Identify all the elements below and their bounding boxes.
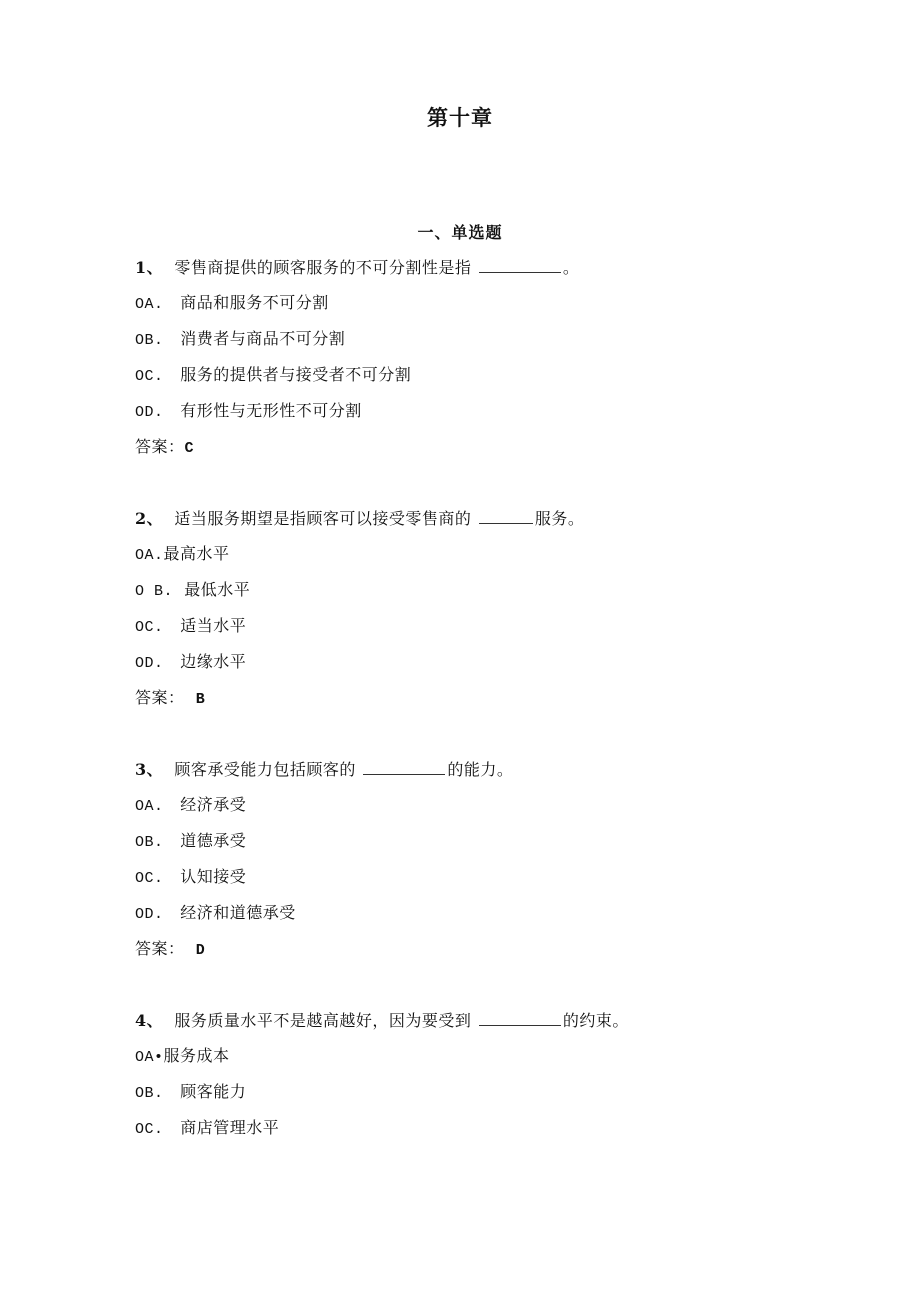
option-text: 经济承受 (180, 795, 247, 814)
question-text-tail: 的约束。 (562, 1011, 629, 1030)
question-1-option-a (135, 292, 329, 316)
answer-blank (479, 1011, 561, 1026)
answer-label: 答案： (135, 688, 185, 707)
question-4-option-a (135, 1045, 230, 1069)
question-number: 1、 (135, 258, 164, 277)
option-text: 商店管理水平 (180, 1118, 280, 1137)
answer-label: 答案： (135, 437, 185, 456)
question-2-option-b (135, 579, 250, 603)
question-3-answer (135, 938, 205, 962)
option-key: OB. (135, 1085, 164, 1102)
question-1-stem (135, 257, 579, 279)
option-text: 道德承受 (180, 831, 247, 850)
option-key: OD. (135, 404, 164, 421)
answer-label: 答案： (135, 939, 185, 958)
option-key: OC. (135, 870, 164, 887)
question-3-stem (135, 759, 513, 781)
question-3-option-b (135, 830, 246, 854)
option-text: 认知接受 (180, 867, 247, 886)
question-1-answer (135, 436, 194, 460)
option-key: OD. (135, 655, 164, 672)
question-1-option-c (135, 364, 411, 388)
question-4-option-c (135, 1117, 279, 1141)
option-key: OA. (135, 547, 164, 564)
answer-blank (479, 509, 533, 524)
answer-blank (479, 258, 561, 273)
option-key: OC. (135, 1121, 164, 1138)
question-3-option-c (135, 866, 246, 890)
option-text: 顾客能力 (180, 1082, 247, 1101)
question-text: 零售商提供的顾客服务的不可分割性是指 (174, 258, 472, 277)
option-key: OC. (135, 619, 164, 636)
question-1-option-b (135, 328, 345, 352)
question-text: 服务质量水平不是越高越好，因为要受到 (174, 1011, 472, 1030)
option-text: 商品和服务不可分割 (180, 293, 329, 312)
question-number: 4、 (135, 1011, 164, 1030)
option-text: 服务的提供者与接受者不可分割 (180, 365, 412, 384)
option-key: OD. (135, 906, 164, 923)
option-text: 经济和道德承受 (180, 903, 296, 922)
option-key: O B. (135, 583, 174, 600)
question-1-option-d (135, 400, 362, 424)
option-text: 适当水平 (180, 616, 247, 635)
option-text: 消费者与商品不可分割 (180, 329, 346, 348)
question-text: 适当服务期望是指顾客可以接受零售商的 (174, 509, 472, 528)
question-2-answer (135, 687, 205, 711)
question-2-option-c (135, 615, 246, 639)
answer-value: C (184, 440, 195, 457)
option-text: 最高水平 (163, 544, 230, 563)
question-3-option-d (135, 902, 296, 926)
option-text: 边缘水平 (180, 652, 247, 671)
option-text: 服务成本 (163, 1046, 230, 1065)
question-number: 3、 (135, 760, 164, 779)
question-2-stem (135, 508, 584, 530)
question-2-option-a (135, 543, 230, 567)
answer-value: B (195, 691, 206, 708)
option-text: 有形性与无形性不可分割 (180, 401, 362, 420)
question-text-tail: 的能力。 (447, 760, 514, 779)
question-text-tail: 服务。 (534, 509, 585, 528)
question-text-tail: 。 (562, 258, 580, 277)
option-key: OB. (135, 332, 164, 349)
chapter-title: 第十章 (427, 105, 493, 130)
question-number: 2、 (135, 509, 164, 528)
option-key: OB. (135, 834, 164, 851)
option-key: OA. (135, 296, 164, 313)
question-4-option-b (135, 1081, 246, 1105)
option-text: 最低水平 (184, 580, 251, 599)
question-3-option-a (135, 794, 246, 818)
option-key: OA. (135, 798, 164, 815)
option-key: OC. (135, 368, 164, 385)
question-text: 顾客承受能力包括顾客的 (174, 760, 356, 779)
question-2-option-d (135, 651, 246, 675)
answer-blank (363, 760, 445, 775)
answer-value: D (195, 942, 206, 959)
section-title: 一、单选题 (417, 223, 503, 242)
question-4-stem (135, 1010, 629, 1032)
option-key: OA• (135, 1049, 164, 1066)
